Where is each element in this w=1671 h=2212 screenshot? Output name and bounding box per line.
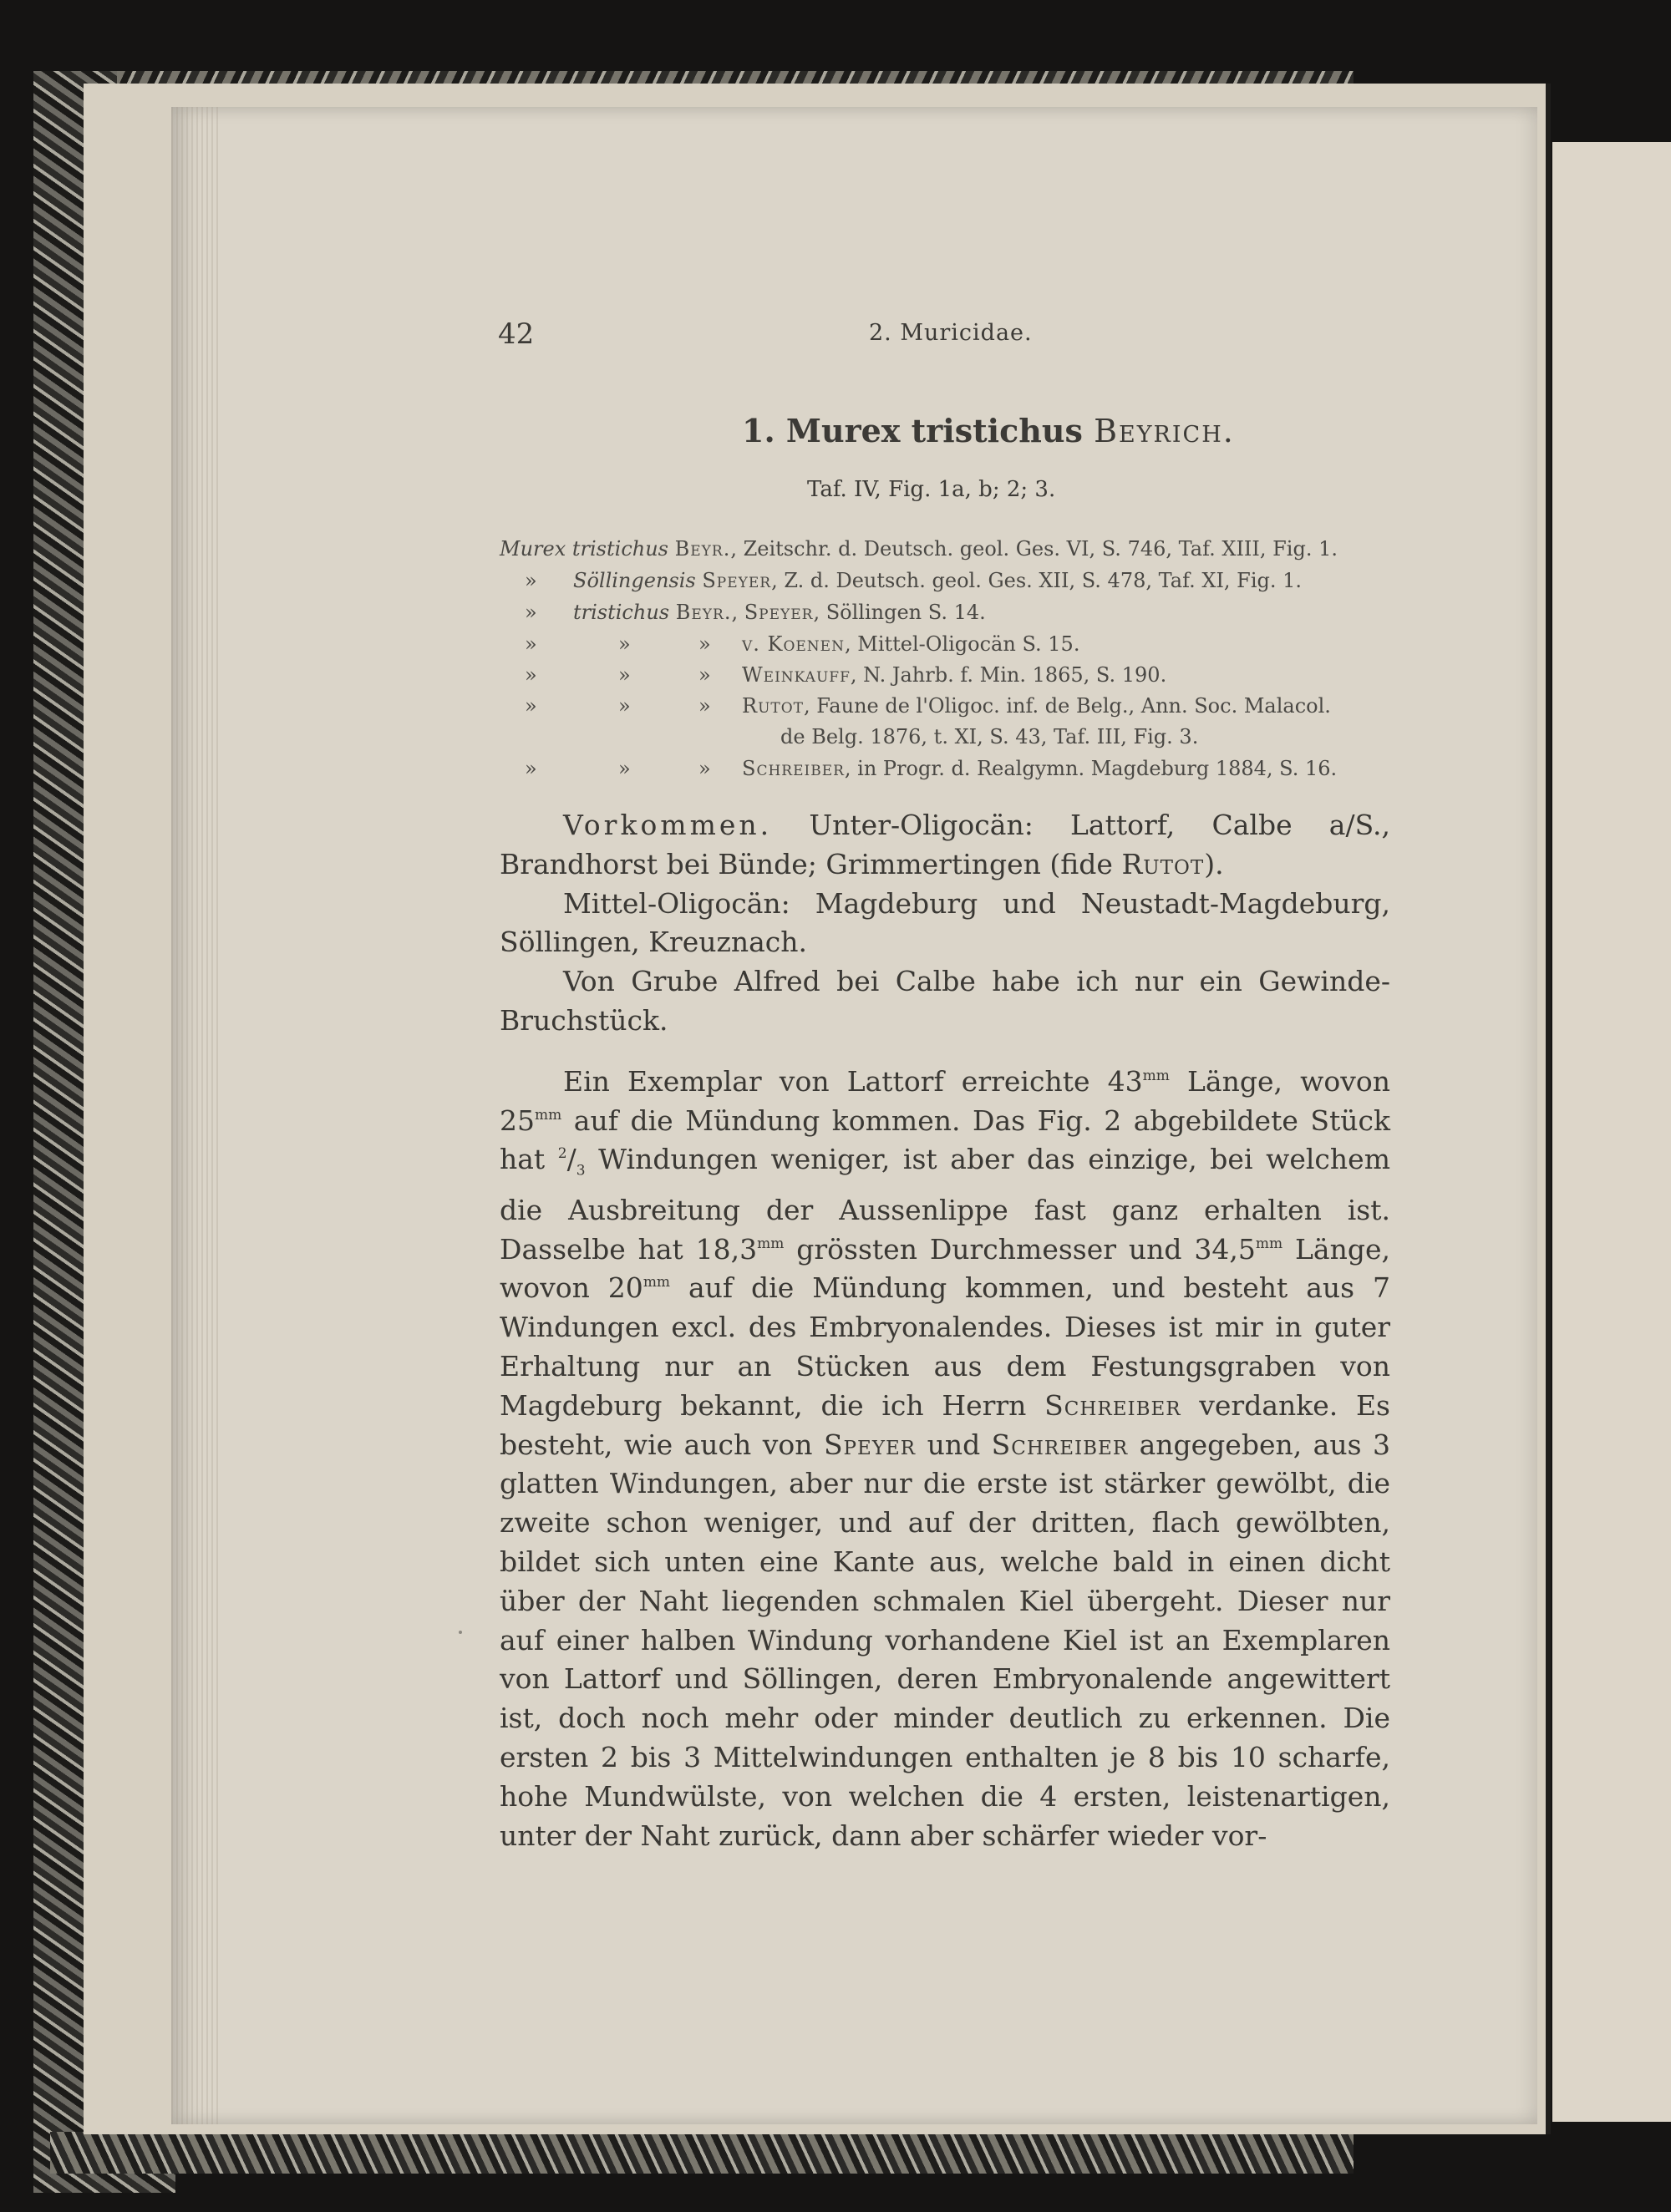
plate-reference: Taf. IV, Fig. 1a, b; 2; 3. xyxy=(807,477,1056,502)
synonymy-line: » » » Rutot, Faune de l'Oligoc. inf. de Belg., Ann. Soc. Malacol. xyxy=(525,694,1331,718)
synonymy-line: Murex tristichus Beyr., Zeitschr. d. Deutsch. geol. Ges. VI, S. 746, Taf. XIII, Fig. 1. xyxy=(500,537,1338,561)
species-heading xyxy=(742,412,1235,449)
book-cover-bottom xyxy=(50,2132,1354,2174)
synonymy-line: » tristichus Beyr., Speyer, Söllingen S. 14. xyxy=(525,601,986,624)
paragraph-vorkommen: Vorkommen. Unter-Oligocän: Lattorf, Calbe a/S., Brandhorst bei Bünde; Grimmertingen (fide Rutot). xyxy=(500,809,1390,880)
page-edge-lines xyxy=(171,107,221,2124)
running-head: 2. Muricidae. xyxy=(869,320,1033,346)
species-author: Beyrich. xyxy=(1094,413,1235,449)
synonymy-continuation: de Belg. 1876, t. XI, S. 43, Taf. III, Fig. 3. xyxy=(780,725,1199,748)
species-number: 1. xyxy=(742,412,775,449)
paragraph-description: Ein Exemplar von Lattorf erreichte $43^{mm}$ Länge, wovon $25^{mm}$ auf die Mündung kommen. Das Fig. 2 abgebildete Stück hat $^2/_3$ Windungen weniger, ist aber das einzige, bei welchem die Ausbreitung der Aussenlippe fast ganz erhalten ist. Dasselbe hat $18,3^{mm}$ grössten Durchmesser und $34,5^{mm}$ Länge, wovon $20^{mm}$ auf die Mündung kommen, und besteht aus 7 Windungen excl. des Embryonalendes. Dieses ist mir in guter Erhaltung nur an Stücken aus dem Festungsgraben von Magdeburg bekannt, die ich Herrn Schreiber verdanke. Es besteht, wie auch von Speyer und Schreiber angegeben, aus 3 glatten Windungen, aber nur die erste ist stärker gewölbt, die zweite schon weniger, und auf der dritten, flach gewölbten, bildet sich unten eine Kante aus, welche bald in einen dicht über der Naht liegenden schmalen Kiel übergeht. Dieser nur auf einer halben Windung vorhandene Kiel ist an Exemplaren von Lattorf und Söllingen, deren Embryonalende angewittert ist, doch noch mehr oder minder deutlich zu erkennen. Die ersten 2 bis 3 Mittelwindungen enthalten je 8 bis 10 scharfe, hohe Mundwülste, von welchen die 4 ersten, leistenartigen, unter der Naht zurück, dann aber schärfer wieder vor- xyxy=(500,1064,1391,1852)
body-text xyxy=(500,806,1390,1855)
synonymy-line: » » » v. Koenen, Mittel-Oligocän S. 15. xyxy=(525,632,1080,656)
page-number: 42 xyxy=(498,317,535,351)
paragraph-mittel-oligocaen: Mittel-Oligocän: Magdeburg und Neustadt-Magdeburg, Söllingen, Kreuznach. xyxy=(500,886,1390,959)
paragraph-grube-alfred: Von Grube Alfred bei Calbe habe ich nur ein Gewinde-Bruchstück. xyxy=(500,965,1390,1037)
synonymy-line: » Söllingensis Speyer, Z. d. Deutsch. geol. Ges. XII, S. 478, Taf. XI, Fig. 1. xyxy=(525,569,1303,592)
page-speck xyxy=(459,1631,462,1634)
synonymy-line: » » » Schreiber, in Progr. d. Realgymn. Magdeburg 1884, S. 16. xyxy=(525,757,1338,780)
species-name: Murex tristichus xyxy=(785,412,1083,449)
synonymy-line: » » » Weinkauff, N. Jahrb. f. Min. 1865, S. 190. xyxy=(525,663,1167,687)
facing-page-edge xyxy=(1552,142,1671,2122)
